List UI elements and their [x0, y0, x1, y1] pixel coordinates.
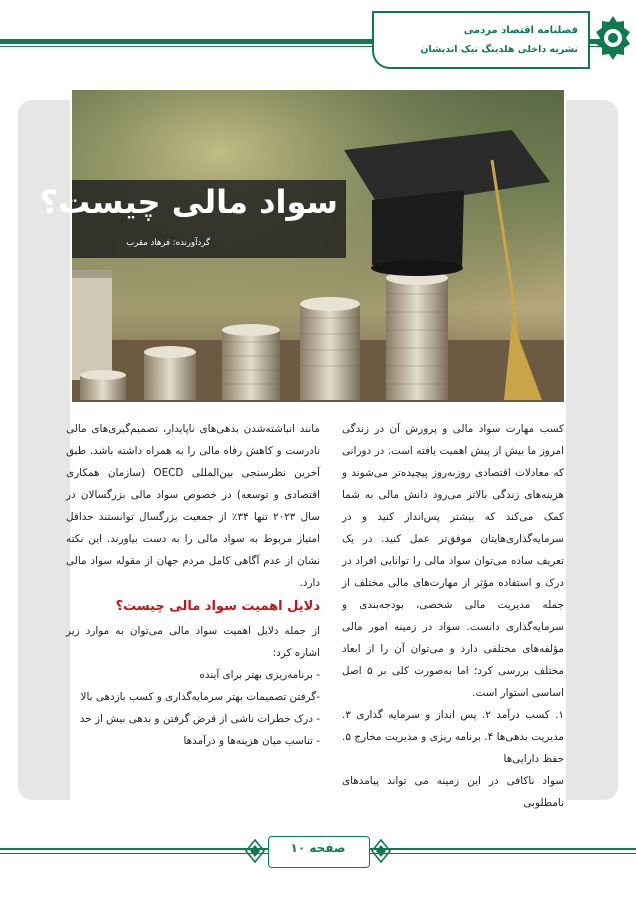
column-right: [342, 418, 564, 814]
column-left: [66, 418, 320, 752]
article-title: سواد مالی چیست؟: [39, 183, 338, 221]
intro-paragraph: کسب مهارت سواد مالی و پرورش آن در زندگی امروز ما بیش از پیش اهمیت یافته است. در دورانی که معادلات اقتصادی روزبه‌روز پیچیده‌تر می‌شوند و هزینه‌های زندگی بالاتر می‌رود دانش مالی به شما کمک می‌کند که بیشتر پس‌انداز کنید و در سرمایه‌گذاری‌هایتان موفق‌تر عمل کنید. در یک تعریف ساده می‌توان سواد مالی را توانایی افراد در درک و استفاده مؤثر از مهارت‌های مالی مختلف از جمله مدیریت مالی شخصی، بودجه‌بندی و سرمایه‌گذاری دانست. سواد در زمینه امور مالی مؤلفه‌های مختلفی دارد و می‌توان آن را از ابعاد مختلف بررسی کرد؛ اما به‌صورت کلی بر ۵ اصل اساسی استوار است.: [342, 423, 564, 699]
magazine-subtitle: نشریه داخلی هلدینگ نیک اندیشان: [420, 44, 578, 55]
bullet-item: - برنامه‌ریزی بهتر برای آینده: [199, 669, 320, 681]
article-byline: گردآورنده: فرهاد مقرب: [126, 238, 210, 248]
bullet-item: - تناسب میان هزینه‌ها و درآمدها: [183, 735, 320, 747]
ornament-knot-icon: [244, 838, 266, 864]
bullet-item: -گرفتن تصمیمات بهتر سرمایه‌گذاری و کسب بازدهی بالا: [80, 691, 320, 703]
page-number: صفحه ۱۰: [290, 841, 346, 855]
bullet-item: - درک خطرات ناشی از قرض گرفتن و بدهی بیش از حد: [79, 713, 320, 725]
ornament-knot-icon: [370, 838, 392, 864]
continuation-paragraph: مانند انباشته‌شدن بدهی‌های ناپایدار، تصمیم‌گیری‌های مالی نادرست و کاهش رفاه مالی را به همراه داشته باشد. طبق آخرین نظرسنجی بین‌المللی OECD (سازمان همکاری اقتصادی و توسعه) در خصوص سواد مالی بزرگسالان در سال ۲۰۲۳ تنها ۳۴٪ از جمعیت بزرگسال توانستند حداقل امتیاز مربوط به سواد مالی را به دست بیاورند. این نکته نشان از عدم آگاهی کامل مردم جهان از مقوله سواد مالی دارد.: [66, 423, 321, 589]
principles-list: ۱. کسب درآمد ۲. پس انداز و سرمایه گذاری ۳. مدیریت بدهی‌ها ۴. برنامه ریزی و مدیریت مخارج ۵. حفظ دارایی‌ها: [342, 709, 564, 765]
magazine-title: فصلنامه اقتصاد مردمی: [463, 25, 578, 36]
section-heading: دلایل اهمیت سواد مالی چیست؟: [115, 599, 320, 614]
closing-sentence: سواد ناکافی در این زمینه می تواند پیامدهای نامطلوبی: [342, 775, 564, 809]
section-intro: از جمله دلایل اهمیت سواد مالی می‌توان به موارد زیر اشاره کرد:: [66, 625, 320, 659]
emblem-logo: [594, 14, 632, 66]
header-title-box: [372, 11, 590, 69]
page-frame-right: [566, 100, 618, 800]
